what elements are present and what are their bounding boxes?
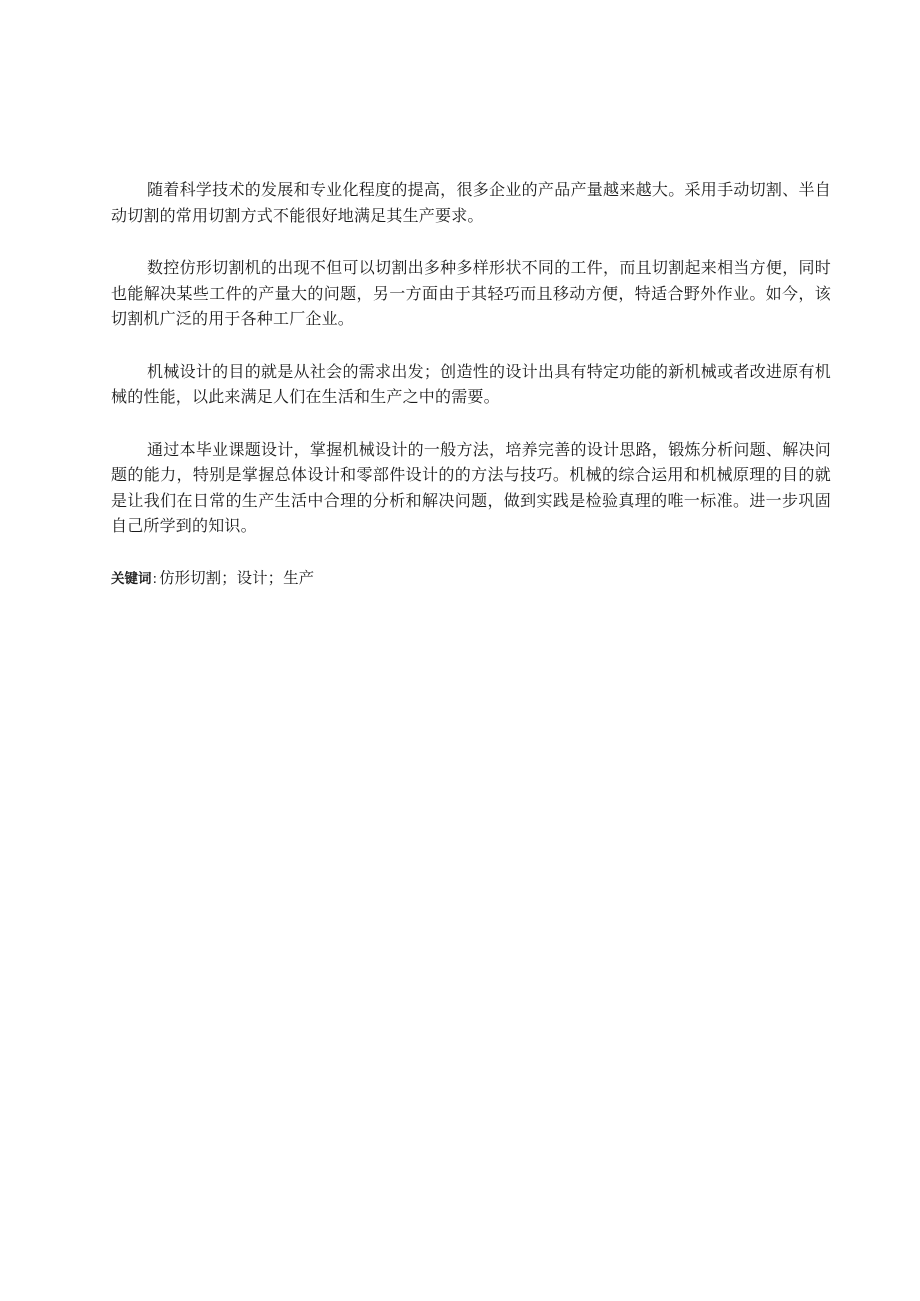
keywords-label: 关键词 [111,570,152,587]
keywords-value: 仿形切割；设计；生产 [159,568,315,587]
abstract-paragraph-1: 随着科学技术的发展和专业化程度的提高，很多企业的产品产量越来越大。采用手动切割、半自动切割的常用切割方式不能很好地满足其生产要求。 [111,180,831,225]
abstract-paragraph-3: 机械设计的目的就是从社会的需求出发；创造性的设计出具有特定功能的新机械或者改进原有机械的性能，以此来满足人们在生活和生产之中的需要。 [111,361,831,406]
abstract-page [111,177,831,592]
keywords-separator: : [152,570,158,587]
abstract-paragraph-4: 通过本毕业课题设计，掌握机械设计的一般方法，培养完善的设计思路，锻炼分析问题、解决问题的能力，特别是掌握总体设计和零部件设计的的方法与技巧。机械的综合运用和机械原理的目的就是让我们在日常的生产生活中合理的分析和解决问题，做到实践是检验真理的唯一标准。进一步巩固自己所学到的知识。 [111,439,831,535]
abstract-paragraph-2: 数控仿形切割机的出现不但可以切割出多种多样形状不同的工件，而且切割起来相当方便，同时也能解决某些工件的产量大的问题，另一方面由于其轻巧而且移动方便，特适合野外作业。如今，该切割机广泛的用于各种工厂企业。 [111,258,831,328]
keywords-line [111,566,831,592]
